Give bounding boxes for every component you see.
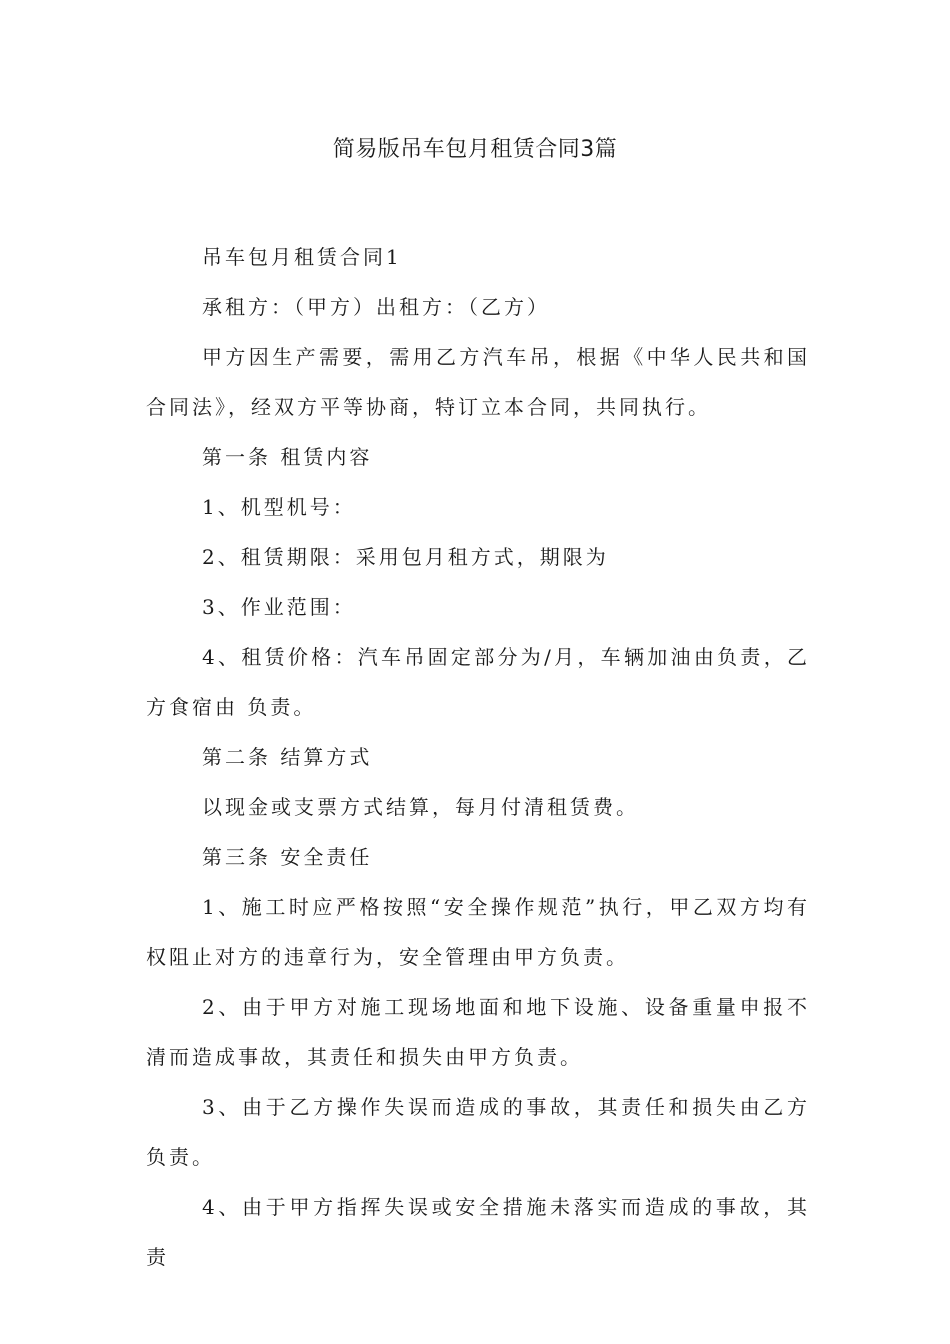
paragraph: 第一条 租赁内容 xyxy=(202,445,373,469)
paragraph: 3、由于乙方操作失误而造成的事故，其责任和损失由乙方负责。 xyxy=(146,1095,810,1169)
paragraph: 1、机型机号： xyxy=(202,495,356,519)
paragraph: 以现金或支票方式结算，每月付清租赁费。 xyxy=(202,795,639,819)
paragraph: 第二条 结算方式 xyxy=(202,745,373,769)
document-title: 简易版吊车包月租赁合同3篇 xyxy=(332,137,618,162)
paragraph: 吊车包月租赁合同1 xyxy=(202,245,402,269)
paragraph: 第三条 安全责任 xyxy=(202,845,373,869)
paragraph: 3、作业范围： xyxy=(202,595,356,619)
paragraph: 4、租赁价格：汽车吊固定部分为/月，车辆加油由负责，乙方食宿由 负责。 xyxy=(146,645,810,719)
paragraph: 2、租赁期限：采用包月租方式，期限为 xyxy=(202,545,609,569)
paragraph: 2、由于甲方对施工现场地面和地下设施、设备重量申报不清而造成事故，其责任和损失由甲方负责。 xyxy=(146,995,810,1069)
paragraph: 承租方：（甲方）出租方：（乙方） xyxy=(202,295,550,319)
paragraph: 1、施工时应严格按照“安全操作规范”执行，甲乙双方均有权阻止对方的违章行为，安全管理由甲方负责。 xyxy=(146,895,810,969)
paragraph: 4、由于甲方指挥失误或安全措施未落实而造成的事故，其责 xyxy=(146,1195,810,1269)
paragraph: 甲方因生产需要，需用乙方汽车吊，根据《中华人民共和国合同法》，经双方平等协商，特订立本合同，共同执行。 xyxy=(146,345,810,419)
document-body xyxy=(146,232,810,1282)
